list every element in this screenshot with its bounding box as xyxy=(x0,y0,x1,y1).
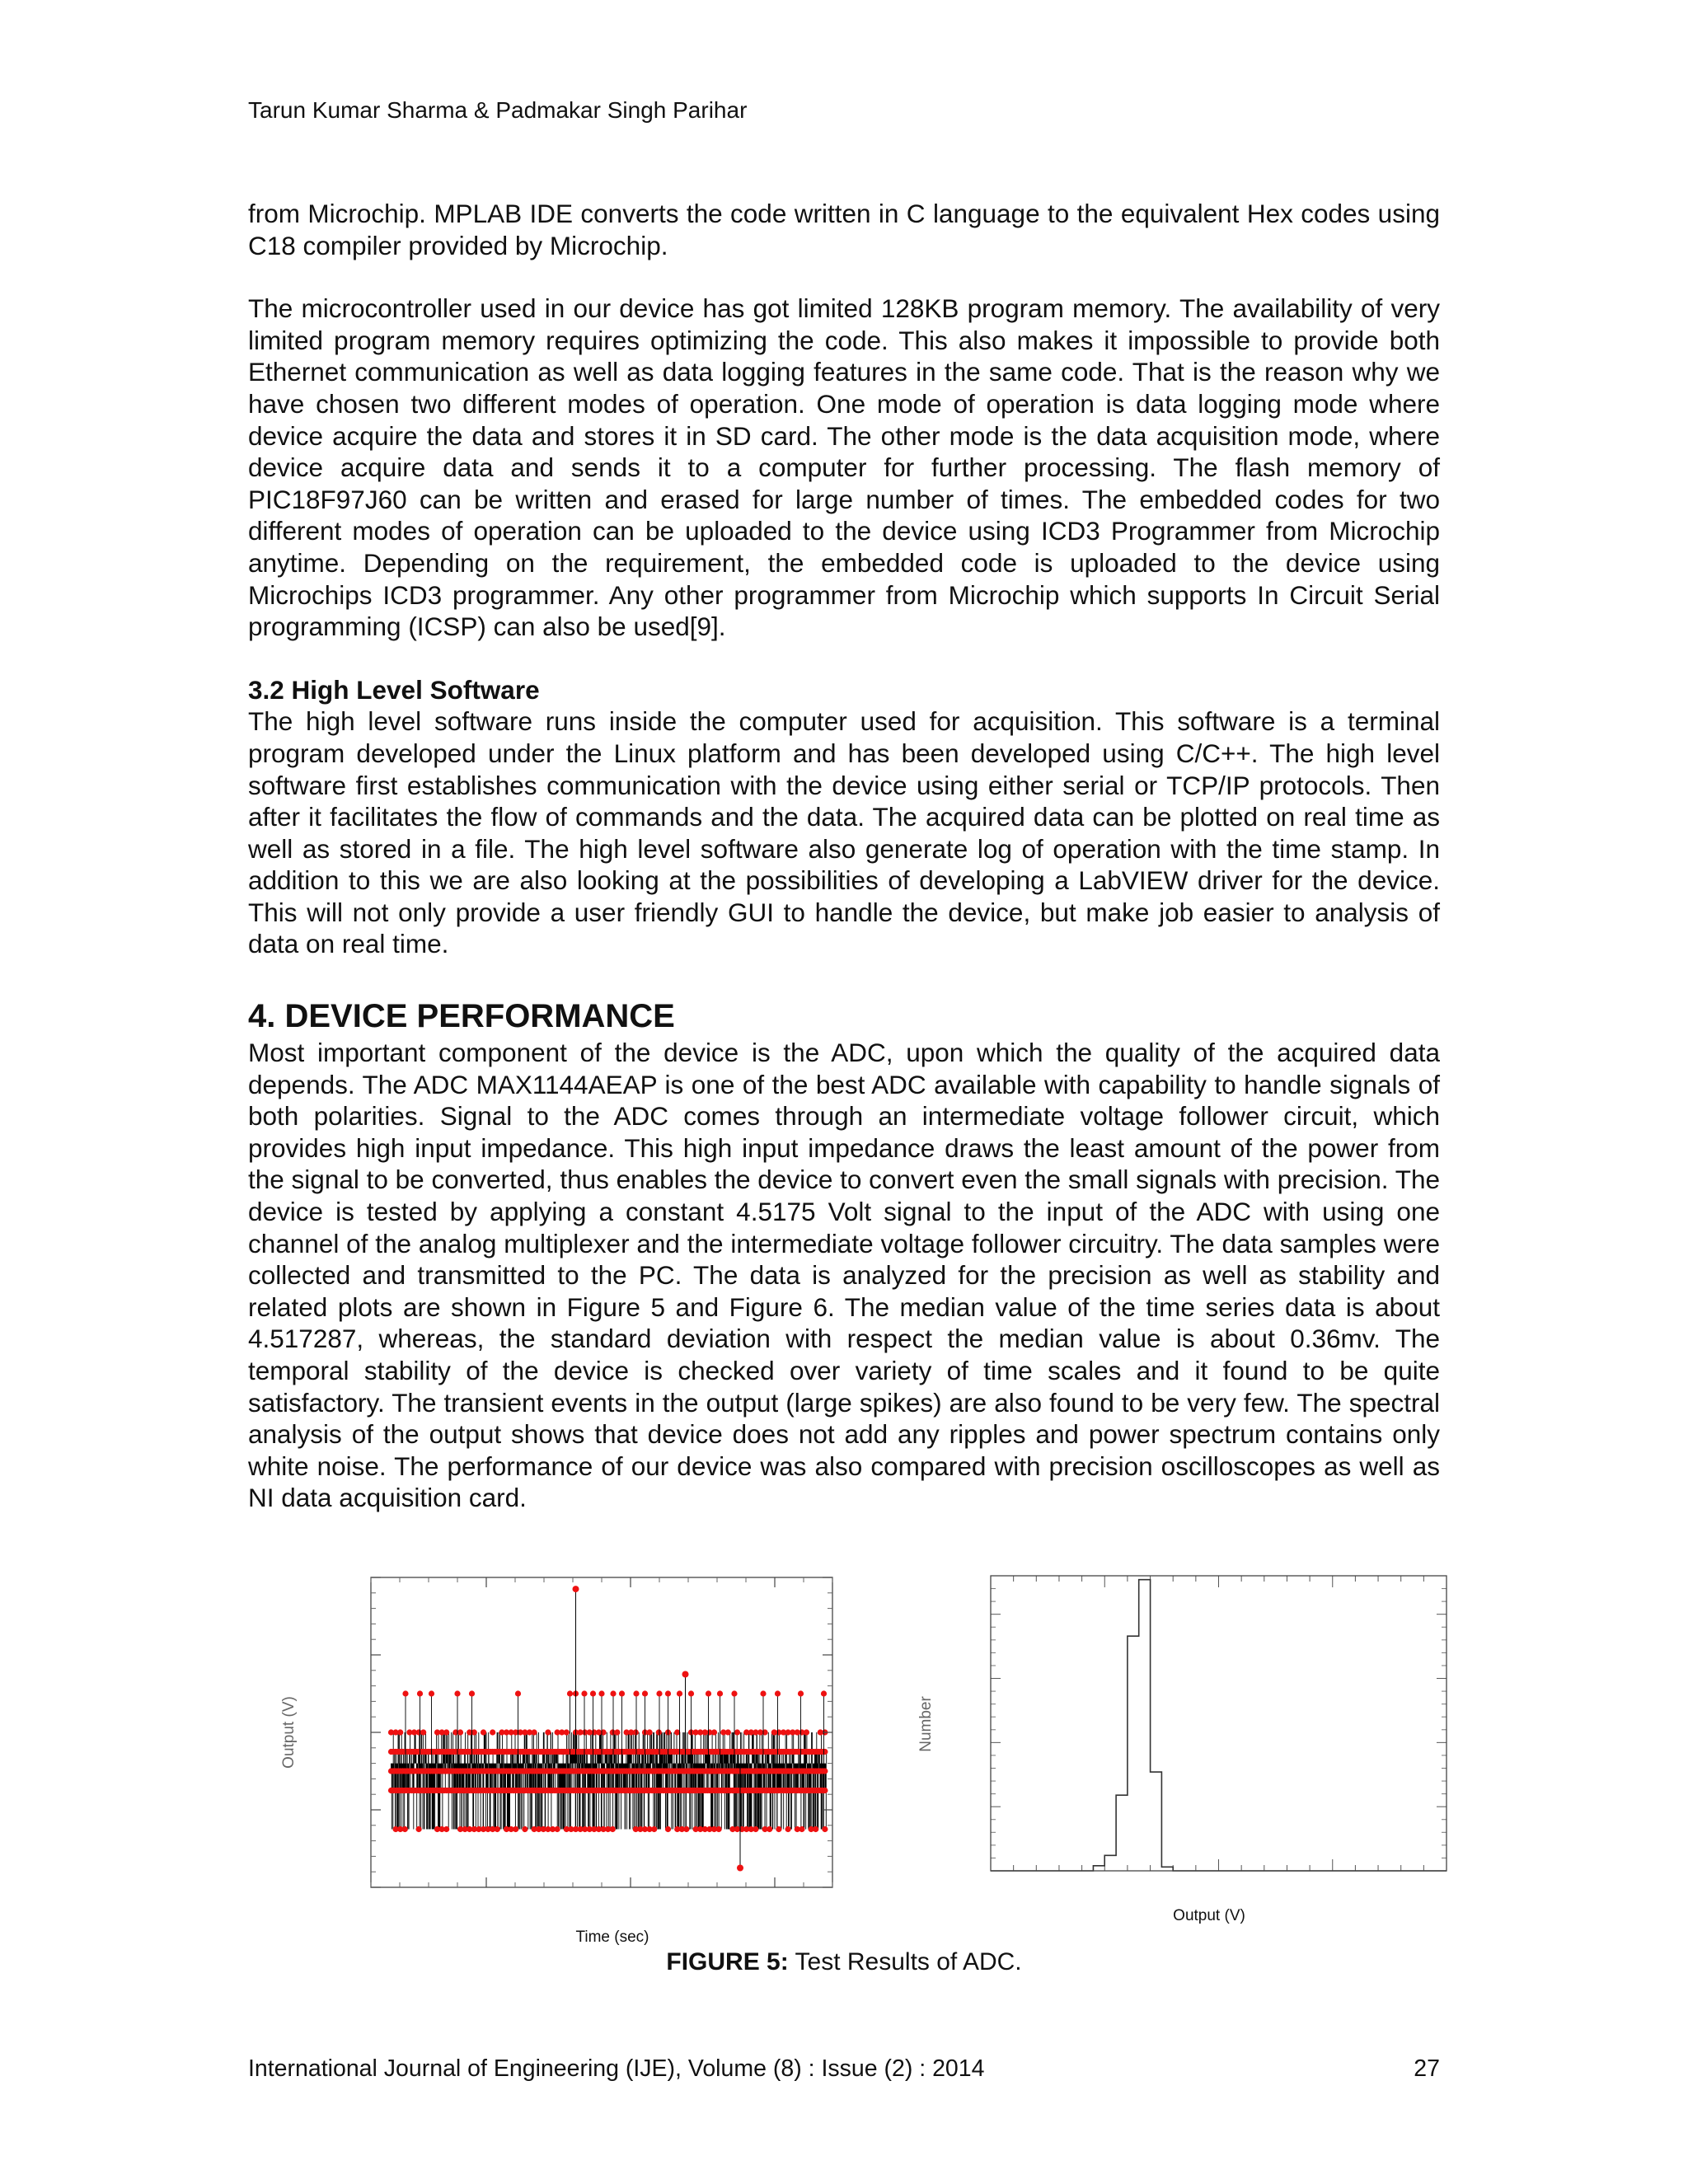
data-point xyxy=(651,1826,657,1832)
data-point-high xyxy=(717,1690,723,1696)
data-point-high xyxy=(515,1690,521,1696)
body-text-section-4 xyxy=(248,997,1440,1545)
data-point-high xyxy=(775,1690,781,1696)
histogram-ylabel: Number xyxy=(917,1696,935,1752)
data-point-high xyxy=(469,1690,475,1696)
histogram-ticks xyxy=(991,1576,1447,1871)
data-point xyxy=(734,1729,740,1735)
data-point xyxy=(402,1826,408,1832)
data-point xyxy=(633,1729,639,1735)
series-points-level-5 xyxy=(388,1729,828,1735)
histogram-marks xyxy=(991,1580,1447,1871)
footer-journal: International Journal of Engineering (IJE), Volume (8) : Issue (2) : 2014 xyxy=(248,2055,985,2082)
data-point-high xyxy=(633,1690,639,1696)
data-point-high xyxy=(454,1690,460,1696)
data-point-high xyxy=(417,1690,423,1696)
data-point-high xyxy=(731,1690,737,1696)
series-lines xyxy=(392,1732,827,1830)
data-point-high xyxy=(619,1690,625,1696)
section-heading-4: 4. DEVICE PERFORMANCE xyxy=(248,998,675,1034)
histogram-bin xyxy=(1151,1772,1162,1871)
data-point-high xyxy=(610,1690,616,1696)
data-point xyxy=(813,1826,818,1832)
data-point xyxy=(785,1826,791,1832)
data-point-high xyxy=(402,1690,408,1696)
data-point xyxy=(767,1826,772,1832)
data-point xyxy=(776,1826,781,1832)
data-point xyxy=(656,1729,662,1735)
data-point xyxy=(495,1826,500,1832)
figure-label: FIGURE 5: xyxy=(666,1948,789,1975)
data-point-high xyxy=(567,1690,573,1696)
histogram-bin xyxy=(1093,1866,1104,1871)
data-point xyxy=(711,1729,717,1735)
paragraph-high-level-software: The high level software runs inside the computer used for acquisition. This software is a terminal program developed under the Linux platform and has been developed using C/C++. The high level software first establishes communication with the device using either serial or TCP/IP protocols. Then after it facilitates the flow of commands and the data. The acquired data can be plotted on real time as well as stored in a file. The high level software also generate log of operation with the time stamp. In addition to this we are also looking at the possibilities of developing a LabVIEW driver for the device. This will not only provide a user friendly GUI to handle the device, but make job easier to analysis of data on real time. xyxy=(248,706,1440,959)
data-point xyxy=(753,1826,758,1832)
data-point xyxy=(555,1826,560,1832)
data-point xyxy=(522,1826,528,1832)
data-point xyxy=(822,1749,828,1755)
data-point-high xyxy=(798,1690,804,1696)
data-point-high xyxy=(706,1690,711,1696)
histogram-bin xyxy=(1104,1855,1116,1871)
data-point xyxy=(443,1826,449,1832)
data-point xyxy=(532,1729,537,1735)
data-point xyxy=(804,1729,809,1735)
data-point xyxy=(490,1729,495,1735)
data-point-high xyxy=(581,1690,587,1696)
data-point xyxy=(397,1729,403,1735)
data-point-high xyxy=(656,1690,662,1696)
data-point xyxy=(513,1826,518,1832)
data-point-high xyxy=(598,1690,604,1696)
data-point xyxy=(716,1826,722,1832)
data-point xyxy=(416,1826,422,1832)
data-point xyxy=(799,1826,804,1832)
section-heading-3-2: 3.2 High Level Software xyxy=(248,674,540,705)
footer-page-number: 27 xyxy=(1414,2055,1440,2082)
data-point xyxy=(420,1729,426,1735)
data-point-high xyxy=(677,1690,682,1696)
histogram-frame xyxy=(991,1576,1447,1871)
histogram-outline xyxy=(991,1580,1447,1871)
body-text-top xyxy=(248,198,1440,991)
data-point xyxy=(443,1729,449,1735)
data-point xyxy=(614,1729,620,1735)
histogram-bin xyxy=(1128,1636,1139,1871)
data-point xyxy=(481,1729,486,1735)
histogram-chart xyxy=(907,1558,1451,1937)
data-point-high xyxy=(760,1690,766,1696)
data-point-high xyxy=(821,1690,827,1696)
data-point-high xyxy=(429,1690,434,1696)
data-point xyxy=(647,1729,653,1735)
data-point xyxy=(610,1826,616,1832)
data-point-high xyxy=(688,1690,694,1696)
data-point xyxy=(457,1729,463,1735)
data-point xyxy=(564,1729,570,1735)
histogram-xlabel: Output (V) xyxy=(1173,1907,1245,1924)
figure-caption-text: Test Results of ADC. xyxy=(788,1948,1022,1975)
data-point xyxy=(665,1826,671,1832)
data-point xyxy=(683,1826,689,1832)
running-header-authors: Tarun Kumar Sharma & Padmakar Singh Parihar xyxy=(248,97,748,123)
outlier-point xyxy=(737,1865,743,1872)
outlier-point xyxy=(573,1586,579,1592)
data-point-high xyxy=(665,1690,671,1696)
data-point xyxy=(545,1729,551,1735)
data-point-high xyxy=(642,1690,648,1696)
time-series-xlabel: Time (sec) xyxy=(575,1929,649,1946)
histogram-bin xyxy=(1116,1795,1128,1871)
data-point xyxy=(822,1768,828,1774)
data-point-high xyxy=(590,1690,596,1696)
paragraph-microcontroller: The microcontroller used in our device has got limited 128KB program memory. The availability of very limited program memory requires optimizing the code. This also makes it impossible to provide both Ethernet communication as well as data logging features in the same code. That is the reason why we have chosen two different modes of operation. One mode of operation is data logging mode where device acquire the data and stores it in SD card. The other mode is the data acquisition mode, where device acquire data and sends it to a computer for further processing. The flash memory of PIC18F97J60 can be written and erased for large number of times. The embedded codes for two different modes of operation can be uploaded to the device using ICD3 Programmer from Microchip anytime. Depending on the requirement, the embedded code is uploaded to the device using Microchips ICD3 programmer. Any other programmer from Microchip which supports In Circuit Serial programming (ICSP) can also be used[9]. xyxy=(248,293,1440,642)
series-points-level-2 xyxy=(388,1788,828,1793)
time-series-marks xyxy=(388,1586,828,1871)
data-point xyxy=(822,1788,828,1793)
histogram-bin xyxy=(1139,1580,1151,1871)
time-series-ylabel: Output (V) xyxy=(280,1696,298,1769)
series-points-level-4 xyxy=(388,1749,828,1755)
time-series-chart xyxy=(272,1558,849,1953)
series-points-level-3 xyxy=(388,1768,828,1774)
outlier-point xyxy=(682,1671,689,1678)
figure-caption xyxy=(0,1948,1688,1976)
paragraph-device-performance: Most important component of the device is the ADC, upon which the quality of the acquired data depends. The ADC MAX1144AEAP is one of the best ADC available with capability to handle signals of both polarities. Signal to the ADC comes through an intermediate voltage follower circuit, which provides high input impedance. This high input impedance draws the least amount of the power from the signal to be converted, thus enables the device to convert even the small signals with precision. The device is tested by applying a constant 4.5175 Volt signal to the input of the ADC with using one channel of the analog multiplexer and the intermediate voltage follower circuitry. The data samples were collected and transmitted to the PC. The data is analyzed for the precision as well as stability and related plots are shown in Figure 5 and Figure 6. The median value of the time series data is about 4.517287, whereas, the standard deviation with respect the median value is about 0.36mv. The temporal stability of the device is checked over variety of time scales and it found to be quite satisfactory. The transient events in the output (large spikes) are also found to be very few. The spectral analysis of the output shows that device does not add any ripples and power spectrum contains only white noise. The performance of our device was also compared with precision oscilloscopes as well as NI data acquisition card. xyxy=(248,1038,1440,1513)
paragraph-mplab: from Microchip. MPLAB IDE converts the code written in C language to the equivalent Hex codes using C18 compiler provided by Microchip. xyxy=(248,199,1440,260)
data-point xyxy=(822,1826,828,1832)
data-point xyxy=(725,1729,731,1735)
